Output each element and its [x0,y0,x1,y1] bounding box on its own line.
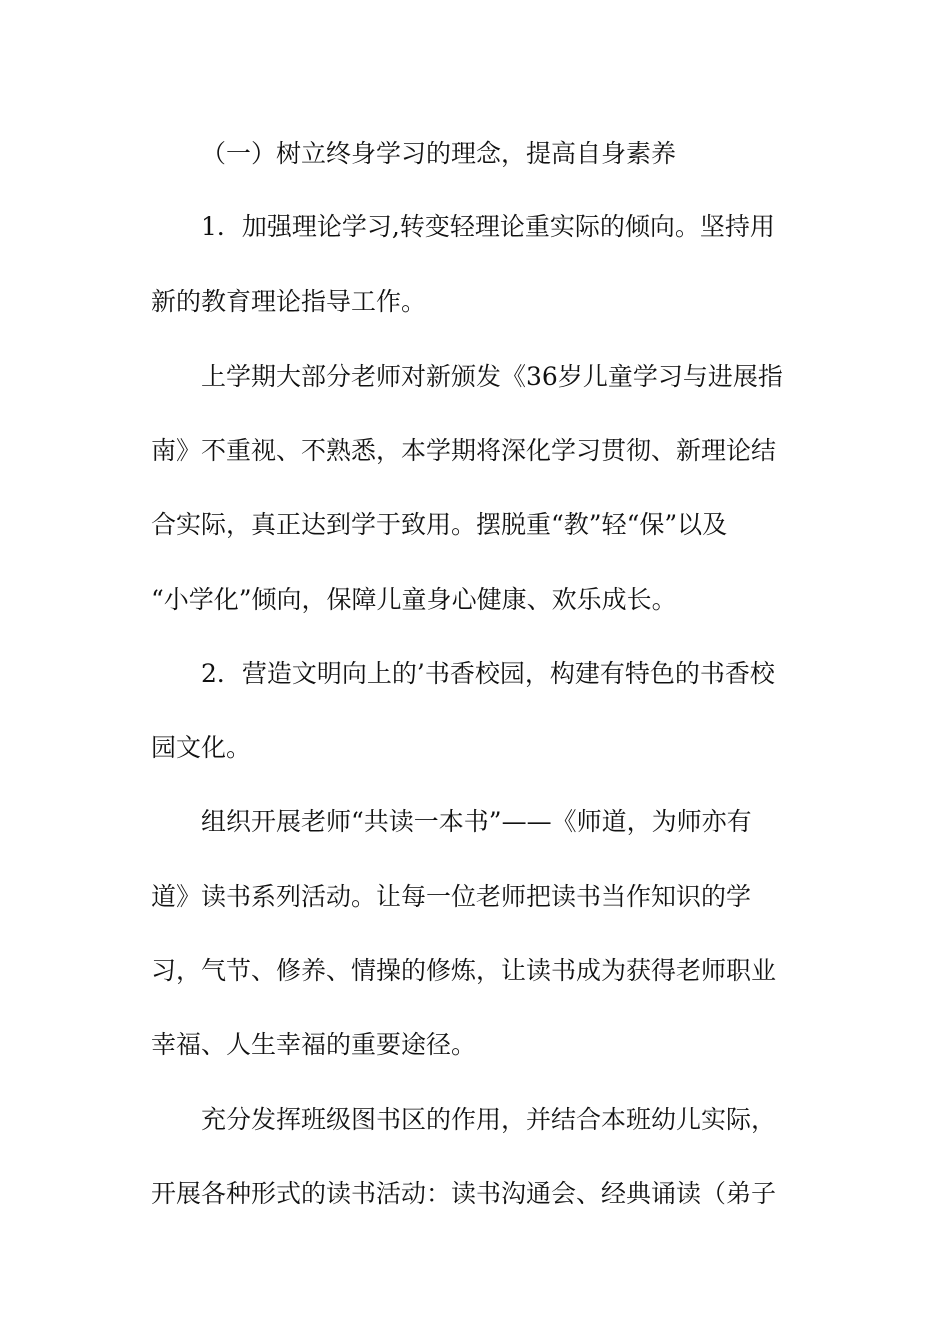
paragraph-line: 开展各种形式的读书活动：读书沟通会、经典诵读（弟子 [151,1179,777,1208]
paragraph-line: 园文化。 [151,733,252,762]
paragraph-line: 南》不重视、不熟悉，本学期将深化学习贯彻、新理论结 [151,436,777,465]
paragraph-line: 上学期大部分老师对新颁发《36岁儿童学习与进展指 [201,362,783,391]
paragraph-line: 新的教育理论指导工作。 [151,287,427,316]
section-heading: （一）树立终身学习的理念，提高自身素养 [201,139,677,168]
paragraph-line: 习，气节、修养、情操的修炼，让读书成为获得老师职业 [151,956,777,985]
paragraph-line: 2．营造文明向上的’书香校园，构建有特色的书香校 [201,659,775,688]
paragraph-line: 道》读书系列活动。让每一位老师把读书当作知识的学 [151,882,752,911]
paragraph-line: 合实际，真正达到学于致用。摆脱重“教”轻“保”以及 [151,510,728,539]
paragraph-line: 幸福、人生幸福的重要途径。 [151,1030,477,1059]
paragraph-line: 1．加强理论学习,转变轻理论重实际的倾向。坚持用 [201,212,775,241]
paragraph-line: 组织开展老师“共读一本书”——《师道，为师亦有 [201,807,752,836]
paragraph-line: “小学化”倾向，保障儿童身心健康、欢乐成长。 [151,585,677,614]
paragraph-line: 充分发挥班级图书区的作用，并结合本班幼儿实际， [201,1105,777,1134]
